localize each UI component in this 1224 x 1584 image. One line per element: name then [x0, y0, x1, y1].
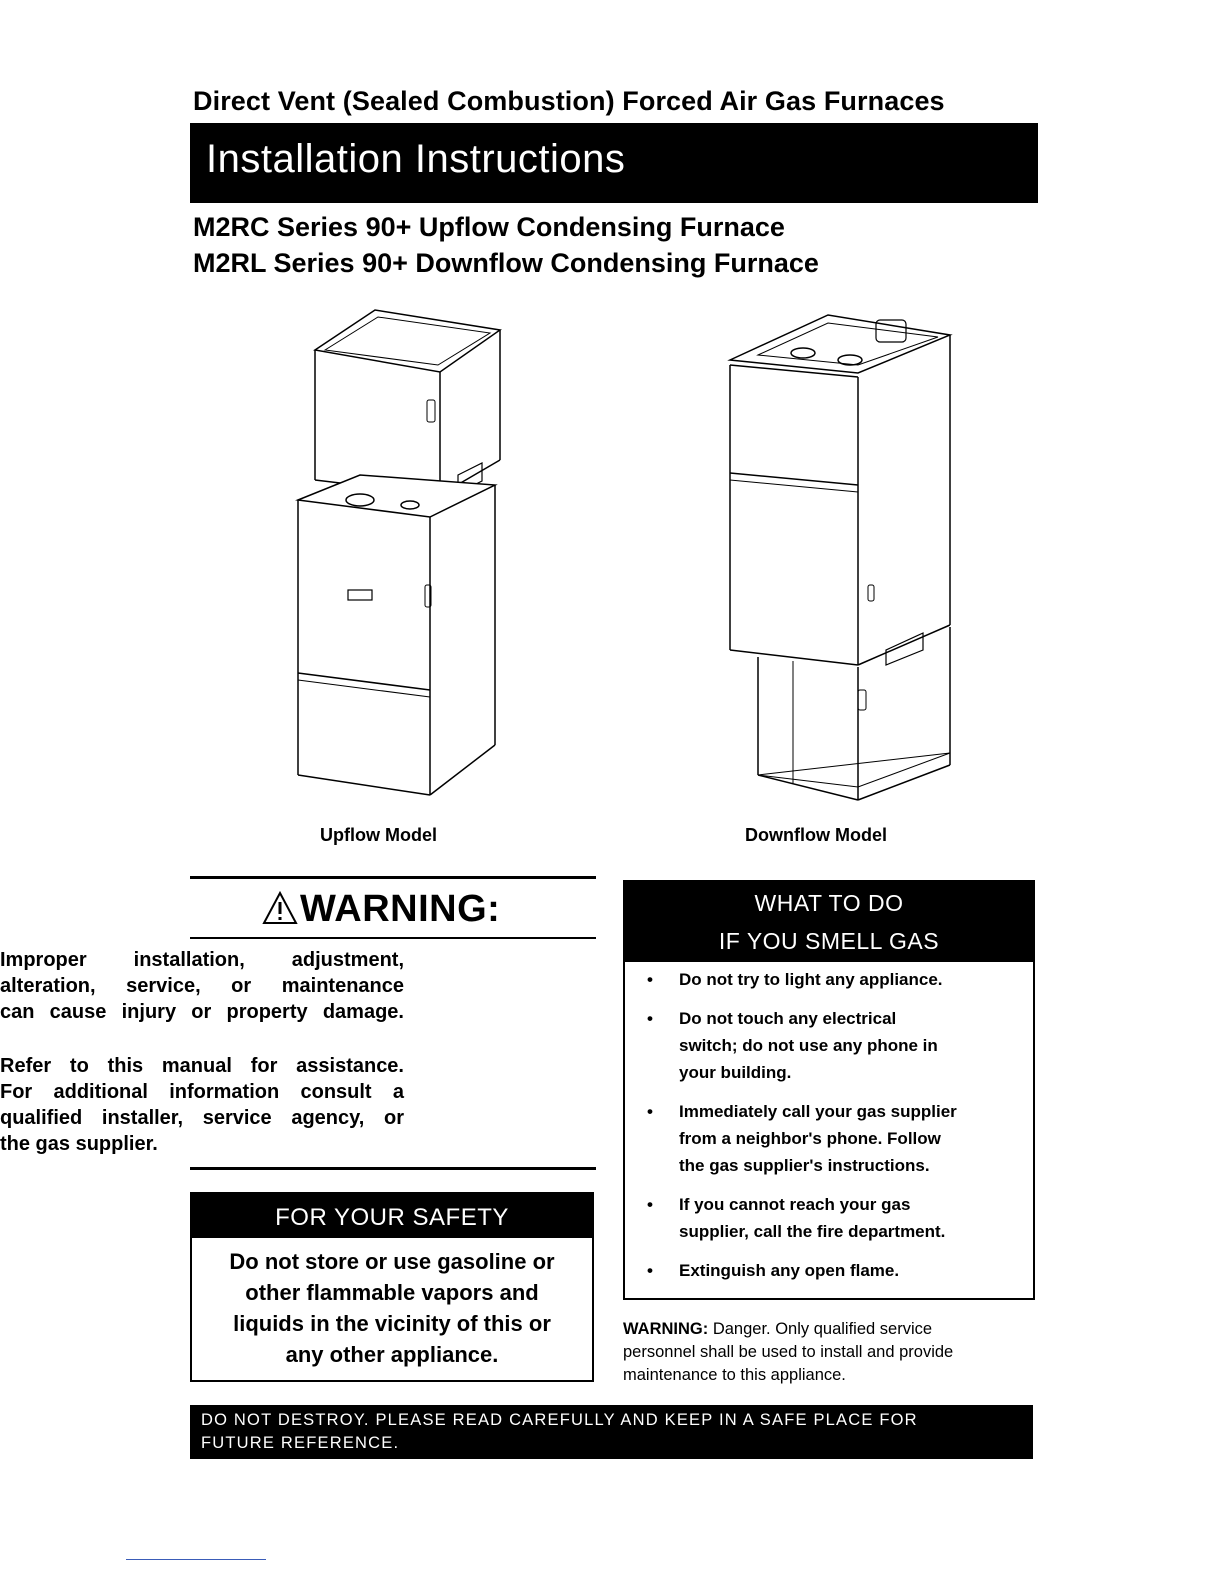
list-item-line: supplier, call the fire department. — [679, 1222, 946, 1241]
list-item-line: • If you cannot reach your gas — [679, 1195, 911, 1214]
safety-header: FOR YOUR SAFETY — [192, 1194, 592, 1238]
model-line-downflow: M2RL Series 90+ Downflow Condensing Furnace — [193, 248, 819, 278]
model-line-upflow: M2RC Series 90+ Upflow Condensing Furnace — [193, 212, 785, 242]
warning-line: can cause injury or property damage. — [0, 1001, 404, 1023]
safety-box — [190, 1192, 594, 1382]
document-subtitle: Direct Vent (Sealed Combustion) Forced Air Gas Furnaces — [193, 86, 945, 116]
warning-line: qualified installer, service agency, or — [0, 1107, 404, 1129]
list-item — [625, 1191, 1025, 1245]
warning-line: Refer to this manual for assistance. — [0, 1055, 404, 1077]
warning-line: For additional information consult a — [0, 1081, 404, 1103]
service-warning — [623, 1318, 1033, 1387]
service-warning-line: maintenance to this appliance. — [623, 1366, 846, 1384]
upflow-furnace-illustration — [290, 305, 520, 805]
service-warning-text: Danger. Only qualified service — [712, 1320, 933, 1338]
warning-line: Improper installation, adjustment, — [0, 949, 404, 971]
list-item-line: the gas supplier's instructions. — [679, 1156, 930, 1175]
downflow-furnace-illustration — [718, 305, 958, 805]
warning-line: alteration, service, or maintenance — [0, 975, 404, 997]
service-warning-line: personnel shall be used to install and provide — [623, 1343, 954, 1361]
gas-instructions-box — [623, 880, 1035, 1300]
safety-text — [198, 1246, 586, 1370]
footer-line: FUTURE REFERENCE. — [201, 1434, 400, 1452]
safety-line: other flammable vapors and — [245, 1280, 539, 1305]
service-warning-label: WARNING: — [623, 1320, 709, 1338]
list-item — [625, 966, 1025, 993]
warning-triangle-icon — [262, 891, 298, 925]
list-item-line: switch; do not use any phone in — [679, 1036, 938, 1055]
upflow-caption: Upflow Model — [320, 825, 437, 845]
warning-rule-mid — [190, 937, 596, 939]
downflow-caption: Downflow Model — [745, 825, 887, 845]
title-bar — [190, 123, 1038, 203]
list-item-line: • Immediately call your gas supplier — [679, 1102, 957, 1121]
safety-line: liquids in the vicinity of this or — [233, 1311, 551, 1336]
gas-instructions-list — [625, 966, 1025, 1296]
warning-rule-bottom — [190, 1167, 596, 1170]
list-item-line: • Do not touch any electrical — [679, 1009, 897, 1028]
page-divider — [126, 1559, 266, 1560]
safety-line: any other appliance. — [285, 1342, 499, 1367]
list-item — [625, 1005, 1025, 1086]
gas-header — [625, 882, 1033, 962]
list-item-line: • Do not try to light any appliance. — [679, 970, 943, 989]
list-item — [625, 1257, 1025, 1284]
page-title: Installation Instructions — [206, 137, 626, 181]
footer-line: DO NOT DESTROY. PLEASE READ CAREFULLY AND KEEP IN A SAFE PLACE FOR — [201, 1411, 918, 1429]
service-warning-line — [623, 1318, 1033, 1341]
footer-notice — [190, 1405, 1033, 1459]
list-item-line: • Extinguish any open flame. — [679, 1261, 900, 1280]
list-item-line: your building. — [679, 1063, 792, 1082]
gas-header-line: IF YOU SMELL GAS — [718, 928, 940, 954]
warning-line: the gas supplier. — [0, 1133, 158, 1155]
warning-heading — [262, 888, 500, 931]
list-item-line: from a neighbor's phone. Follow — [679, 1129, 941, 1148]
gas-header-line: WHAT TO DO — [754, 890, 904, 916]
list-item — [625, 1098, 1025, 1179]
warning-heading-text: WARNING: — [300, 888, 501, 930]
warning-rule-top — [190, 876, 596, 879]
safety-line: Do not store or use gasoline or — [229, 1249, 555, 1274]
